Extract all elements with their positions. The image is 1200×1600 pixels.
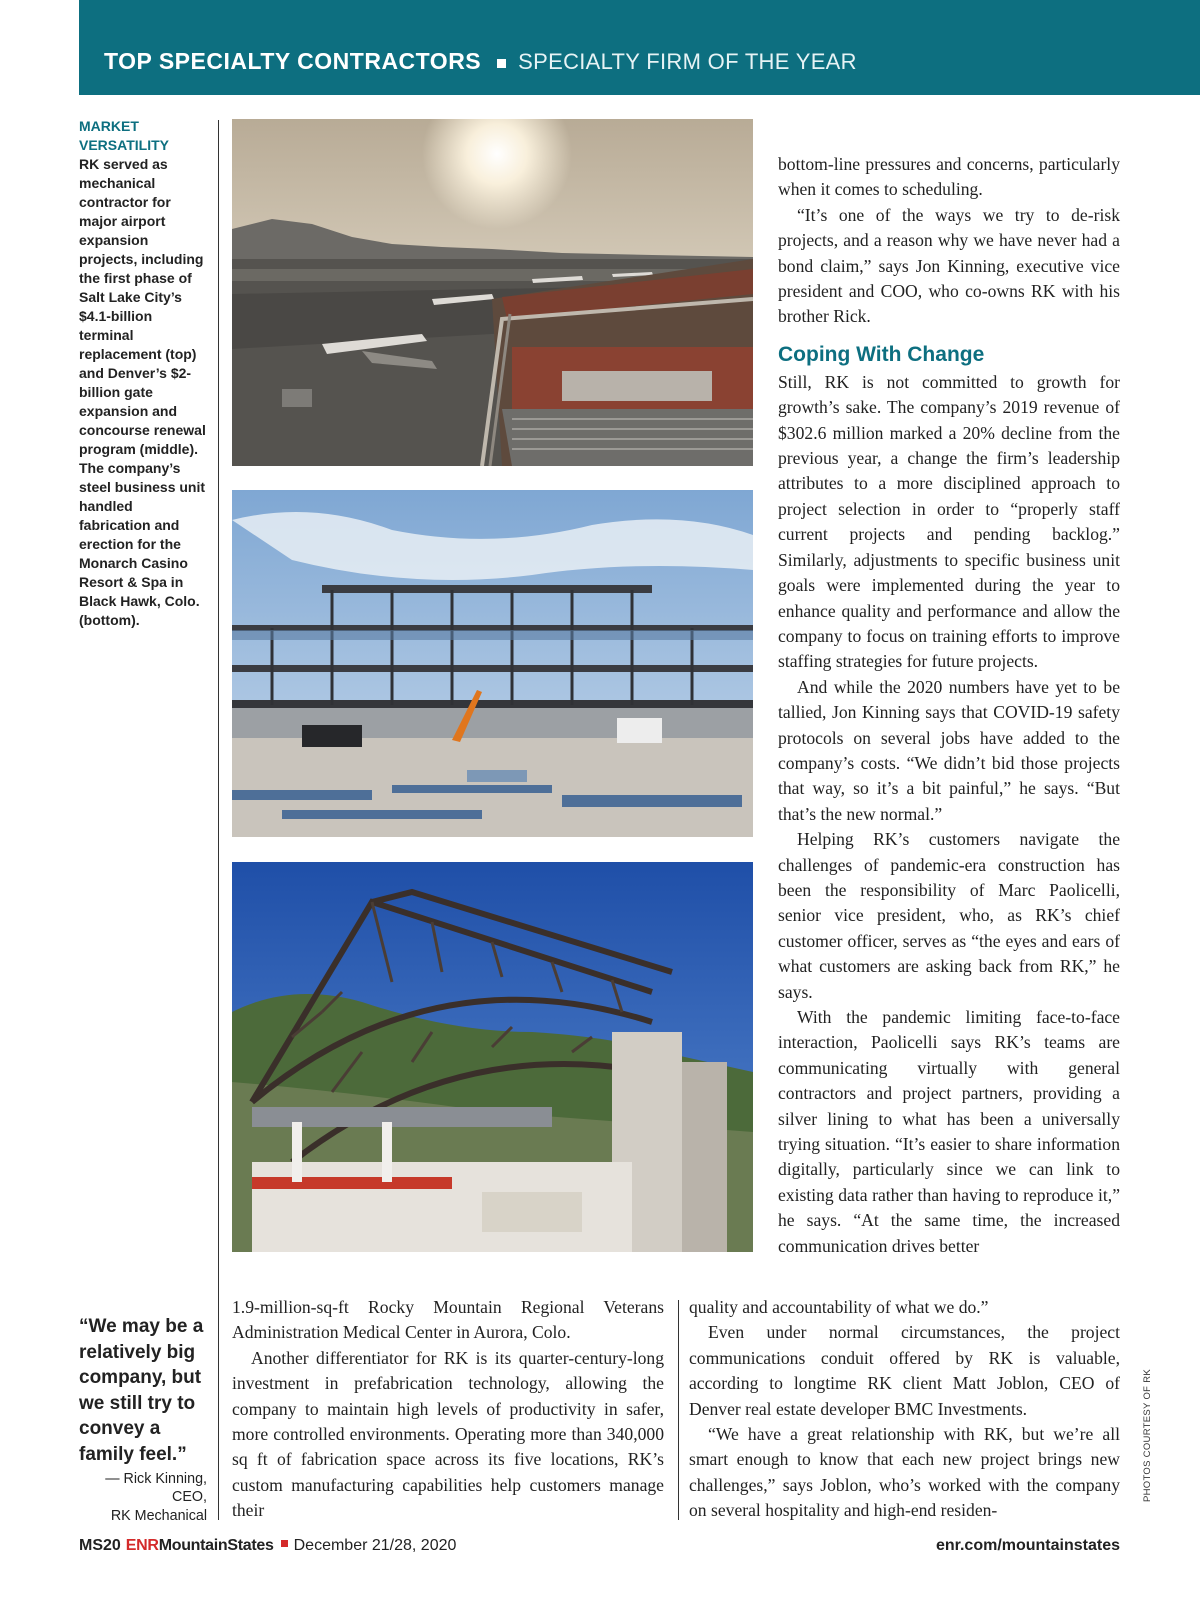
header-square-bullet (497, 59, 506, 68)
pull-quote-text: “We may be a relatively big company, but we still try to convey a family feel.” (79, 1316, 204, 1465)
photo-denver-gate-expansion (232, 490, 753, 837)
paragraph: bottom-line pressures and concerns, particularly when it comes to scheduling. (778, 154, 1120, 200)
issue-date: December 21/28, 2020 (293, 1537, 457, 1554)
attribution-company: RK Mechanical (110, 1507, 207, 1524)
attribution-title: CEO, (172, 1489, 207, 1506)
footer-folio (79, 1537, 456, 1555)
photo-credit: PHOTOS COURTESY OF RK (1142, 1369, 1153, 1502)
attribution-name: — Rick Kinning, (105, 1470, 207, 1487)
photo-monarch-casino-steel (232, 862, 753, 1252)
footer-square-bullet (281, 1540, 288, 1547)
photo-airport-terminal (232, 119, 753, 466)
enr-logo: ENR (125, 1537, 159, 1554)
page-number: MS20 (79, 1537, 121, 1554)
pull-quote (79, 1314, 207, 1525)
section-title: TOP SPECIALTY CONTRACTORS (104, 48, 482, 74)
paragraph: Another differentiator for RK is its quarter-century-long investment in prefabrication technology, allowing the company to maintain high levels of productivity in safer, more controlled environments. Operating more than 340,000 sq ft of fabrication space across its five locations, RK’s custom manufacturing capabilities help customers manage their (232, 1347, 664, 1521)
paragraph: Helping RK’s customers navigate the challenges of pandemic-era construction has been the responsibility of Marc Paolicelli, senior vice president, who, as RK’s chief customer officer, serves as “the eyes and ears of what customers are asking back from RK,” he says. (778, 829, 1120, 1002)
paragraph: Still, RK is not committed to growth for growth’s sake. The company’s 2019 revenue of $302.6 million marked a 20% decline from the previous year, a change the firm’s leadership attributes to a more disciplined approach to project selection in order to “properly staff current projects and pending backlog.” Similarly, adjustments to specific business unit goals were implemented during the year to enhance quality and performance and allow the company to focus on training efforts to improve staffing strategies for future projects. (778, 371, 1120, 672)
paragraph: quality and accountability of what we do.” (689, 1297, 989, 1317)
paragraph: And while the 2020 numbers have yet to be tallied, Jon Kinning says that COVID-19 safety protocols on several jobs have added to the company’s costs. “We didn’t bid those projects that way, so it’s a bit painful,” he says. “But that’s the new normal.” (778, 676, 1120, 824)
paragraph: 1.9-million-sq-ft Rocky Mountain Regional Veterans Administration Medical Center in Aurora, Colo. (232, 1297, 664, 1343)
article-column-bottom-right (689, 1295, 1120, 1524)
article-column-bottom-left (232, 1295, 664, 1524)
footer-url-link[interactable]: enr.com/mountainstates (935, 1537, 1120, 1554)
subhead-coping-with-change: Coping With Change (778, 342, 985, 366)
paragraph: “We have a great relationship with RK, but we’re all smart enough to know that each new project brings new challenges,” says Joblon, who’s worked with the company on several hospitality and high-end residen- (689, 1424, 1120, 1521)
pull-quote-attribution (79, 1470, 207, 1526)
caption-body: RK served as mechanical contractor for major airport expansion projects, including the first phase of Salt Lake City’s $4.1-billion terminal replacement (top) and Denver’s $2-billion gate expansion and concourse renewal program (middle). The company’s steel business unit handled fabrication and erection for the Monarch Casino Resort & Spa in Black Hawk, Colo. (bottom). (79, 156, 206, 628)
paragraph: With the pandemic limiting face-to-face interaction, Paolicelli says RK’s teams are communicating virtually with general contractors and project partners, providing a silver lining to what has been a universally trying situation. “It’s easier to share information digitally, particularly since we can link to existing data rather than having to reproduce it,” he says. “At the same time, the increased communication drives better (778, 1007, 1120, 1256)
section-subtitle: SPECIALTY FIRM OF THE YEAR (518, 49, 857, 74)
section-header (104, 48, 857, 75)
photo-caption (79, 117, 207, 630)
page-footer (79, 1537, 1120, 1559)
article-column-right (778, 152, 1120, 1259)
column-rule-left (218, 120, 219, 1520)
section-header-bar (79, 0, 1200, 95)
column-rule-bottom (678, 1300, 679, 1520)
caption-kicker-line1: MARKET (79, 118, 139, 134)
caption-kicker-line2: VERSATILITY (79, 137, 169, 153)
region-name: MountainStates (158, 1537, 274, 1554)
paragraph: “It’s one of the ways we try to de-risk projects, and a reason why we have never had a bond claim,” says Jon Kinning, executive vice president and COO, who co-owns RK with his brother Rick. (778, 204, 1120, 327)
paragraph: Even under normal circumstances, the project communications conduit offered by RK is valuable, according to longtime RK client Matt Joblon, CEO of Denver real estate developer BMC Investments. (689, 1322, 1120, 1419)
